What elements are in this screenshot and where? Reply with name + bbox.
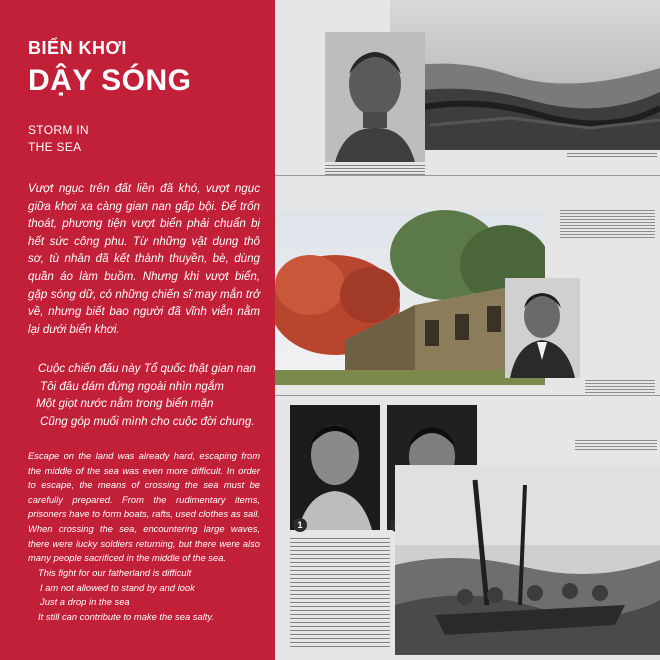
sea-caption-icon: [567, 153, 657, 159]
vietnamese-poem-line: Tôi đâu dám đứng ngoài nhìn ngắm: [40, 379, 224, 393]
english-poem: [28, 566, 214, 624]
vietnamese-poem-line: Cũng góp muối mình cho cuộc đời chung.: [40, 414, 255, 428]
title-line-2: DẬY SÓNG: [28, 64, 192, 97]
english-paragraph: Escape on the land was already hard, escaping from the middle of the sea was even more difficult. In order to escape, the means of crossing the sea must be carefully prepared. From the rudimentary items, prisoners have to form boats, rafts, used clothes as sail. When crossing the sea, encountering large waves, there were lucky soldiers returning, but there were also many people sacrificed in the middle of the sea.: [28, 450, 260, 564]
suit-portrait-photo: [505, 278, 580, 378]
vietnamese-poem-line: Cuộc chiến đấu này Tổ quốc thật gian nan: [38, 362, 256, 375]
title-line-1: BIỂN KHƠI: [28, 38, 127, 58]
english-poem-line: Just a drop in the sea: [40, 596, 130, 608]
photo-collage: [275, 0, 660, 660]
divider-line: [275, 395, 660, 396]
portrait-captions-icon: [290, 538, 390, 648]
subtitle: [28, 122, 89, 156]
subtitle-line-1: STORM IN: [28, 123, 89, 137]
divider-line: [275, 175, 660, 176]
suit-caption-icon: [585, 380, 655, 395]
bust-portrait-photo: [325, 32, 425, 162]
prisoner-portrait-1: [290, 405, 380, 530]
english-poem-line: I am not allowed to stand by and look: [40, 581, 195, 593]
vietnamese-poem-line: Một giọt nước nằm trong biển mặn: [36, 397, 214, 411]
vietnamese-paragraph: Vượt ngục trên đất liền đã khó, vượt ngục giữa khơi xa càng gian nan gấp bội. Để trốn thoát, phương tiện vượt biển phải chuẩn bị hết sức công phu. Từ những vật dụng thô sơ, tù nhân đã kết thành thuyền, bè, dùng quần áo làm buồm. Nhưng khi vượt biển, gặp sóng dữ, có những chiến sĩ may mắn trở về, nhưng biết bao người đã vĩnh viễn nằm lại dưới biển khơi.: [28, 182, 260, 336]
text-panel: [0, 0, 275, 660]
raft-caption-icon: [575, 440, 657, 452]
subtitle-line-2: THE SEA: [28, 140, 82, 154]
english-poem-line: It still can contribute to make the sea salty.: [38, 610, 214, 622]
raft-at-sea-photo: [395, 465, 660, 655]
ruins-caption-icon: [560, 210, 655, 238]
english-poem-line: This fight for our fatherland is difficult: [38, 567, 192, 578]
portrait-number-1-badge: 1: [293, 518, 307, 532]
sea-rocks-photo: [390, 0, 660, 150]
vietnamese-poem: [28, 360, 256, 430]
